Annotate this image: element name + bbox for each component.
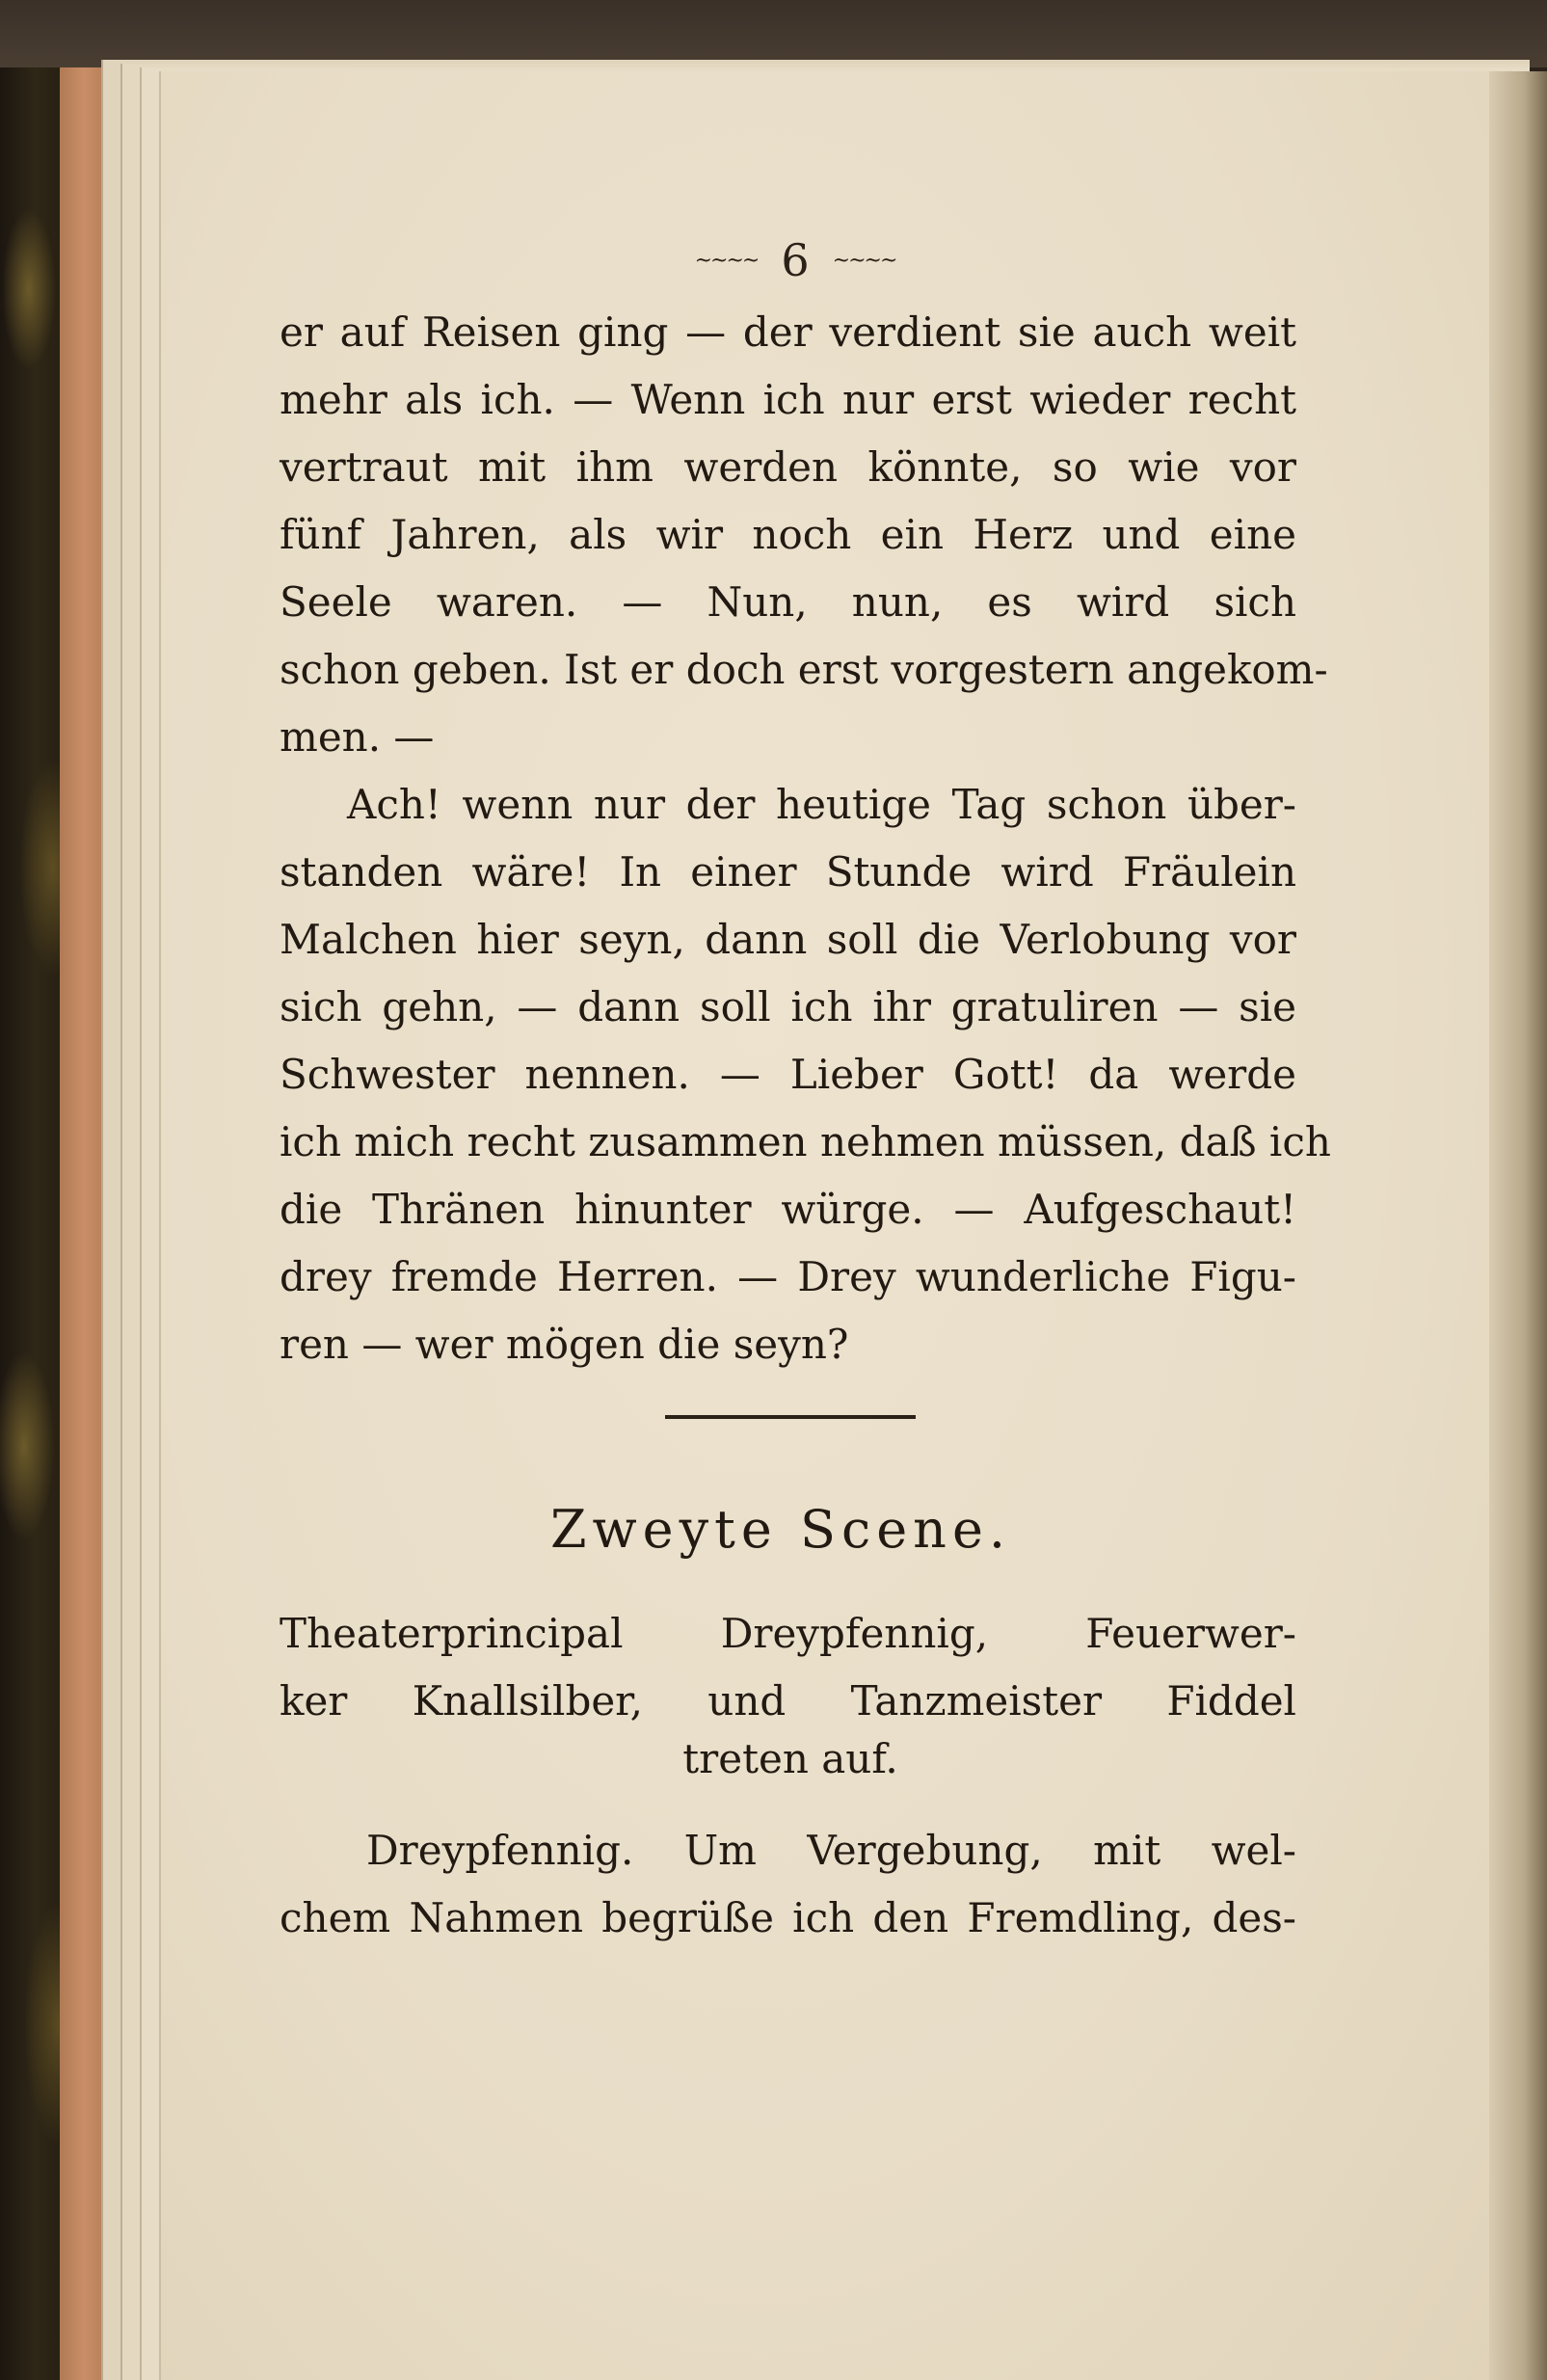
text-line: drey fremde Herren. — Drey wunderliche Figu-	[280, 1253, 1296, 1300]
section-divider	[665, 1415, 916, 1419]
text-line: schon geben. Ist er doch erst vorgestern angekom-	[280, 646, 1328, 693]
text-line: Ach! wenn nur der heutige Tag schon über-	[347, 781, 1296, 828]
text-line: men. —	[280, 713, 435, 761]
text-line: Seele waren. — Nun, nun, es wird sich	[280, 578, 1296, 626]
dialogue-line: chem Nahmen begrüße ich den Fremdling, des-	[280, 1894, 1296, 1941]
text-line: ich mich recht zusammen nehmen müssen, daß ich	[280, 1118, 1331, 1165]
text-line: Schwester nennen. — Lieber Gott! da werde	[280, 1051, 1296, 1098]
text-line: er auf Reisen ging — der verdient sie auch weit	[280, 308, 1296, 356]
text-line: die Thränen hinunter würge. — Aufgeschaut!	[280, 1186, 1296, 1233]
text-line: Malchen hier seyn, dann soll die Verlobung vor	[280, 916, 1296, 963]
book-cover-top	[0, 0, 1547, 67]
cast-line: Theaterprincipal Dreypfennig, Feuerwer-	[280, 1610, 1296, 1657]
cast-line: ker Knallsilber, und Tanzmeister Fiddel	[280, 1677, 1296, 1725]
text-line: fünf Jahren, als wir noch ein Herz und eine	[280, 511, 1296, 558]
scene-title: Zweyte Scene.	[549, 1499, 1012, 1560]
text-line: mehr als ich. — Wenn ich nur erst wieder recht	[280, 376, 1296, 423]
text-line: sich gehn, — dann soll ich ihr gratuliren — sie	[280, 983, 1296, 1030]
text-line: standen wäre! In einer Stunde wird Fräulein	[280, 848, 1296, 896]
ornament-left: ~~~~	[694, 248, 759, 273]
text-line: vertraut mit ihm werden könnte, so wie vor	[280, 443, 1296, 491]
page-header	[641, 231, 949, 289]
cast-line: treten auf.	[682, 1735, 898, 1782]
page-gutter	[1489, 71, 1547, 2380]
ornament-right: ~~~~	[832, 248, 896, 273]
text-line: ren — wer mögen die seyn?	[280, 1321, 849, 1368]
dialogue-line: Dreypfennig. Um Vergebung, mit wel-	[366, 1827, 1296, 1874]
page-number: 6	[781, 234, 810, 286]
